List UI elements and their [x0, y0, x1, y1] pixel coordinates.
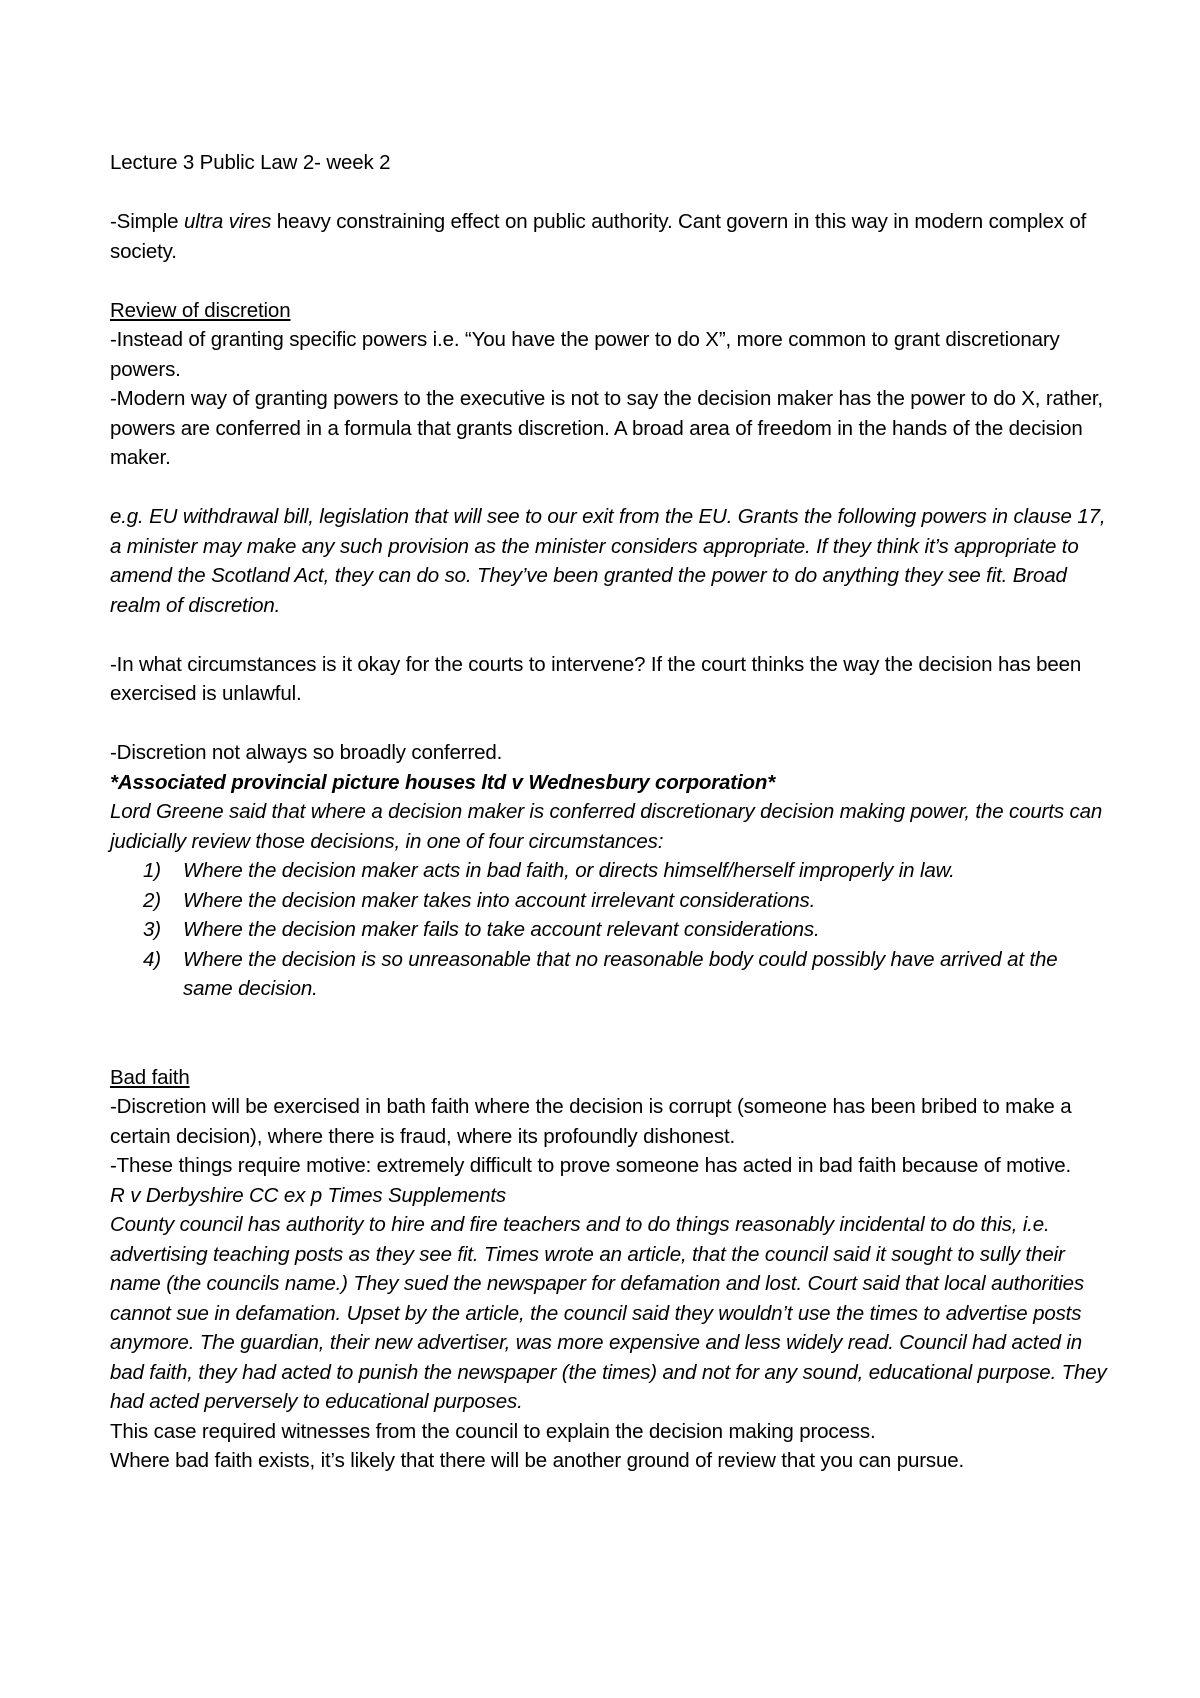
- list-item-number: 1): [143, 859, 161, 882]
- list-item-text: Where the decision maker takes into account irrelevant considerations.: [183, 888, 816, 912]
- spacer: [110, 473, 1110, 503]
- spacer: [110, 178, 1110, 208]
- wednesbury-case-title: *Associated provincial picture houses ltd v Wednesbury corporation*: [110, 770, 776, 794]
- discretion-paragraph-4: -Discretion not always so broadly conferred.: [110, 741, 503, 764]
- list-item-text: Where the decision maker fails to take account relevant considerations.: [183, 918, 820, 941]
- spacer: [110, 1033, 1110, 1063]
- intro-paragraph: [110, 207, 1110, 266]
- intro-after: heavy constraining effect on public authority. Cant govern in this way in modern complex of society.: [110, 210, 1087, 263]
- list-item: [110, 856, 1110, 886]
- list-item-text: Where the decision maker acts in bad faith, or directs himself/herself improperly in law.: [183, 859, 955, 882]
- discretion-paragraph-2: -Modern way of granting powers to the executive is not to say the decision maker has the power to do X, rather, powers are conferred in a formula that grants discretion. A broad area of freedom in the hands of the decision maker.: [110, 387, 1103, 469]
- section-heading-discretion: Review of discretion: [110, 298, 291, 322]
- discretion-paragraph-3: -In what circumstances is it okay for the courts to intervene? If the court thinks the way the decision has been exercised is unlawful.: [110, 652, 1082, 705]
- discretion-paragraph-1: -Instead of granting specific powers i.e. “You have the power to do X”, more common to grant discretionary powers.: [110, 328, 1060, 381]
- discretion-example: e.g. EU withdrawal bill, legislation that will see to our exit from the EU. Grants the following powers in clause 17, a minister may make any such provision as the minister considers appropriate. If they think it’s appropriate to amend the Scotland Act, they can do so. They’ve been granted the power to do anything they see fit. Broad realm of discretion.: [110, 505, 1106, 617]
- section-heading-bad-faith: Bad faith: [110, 1065, 190, 1089]
- list-item: [110, 915, 1110, 945]
- spacer: [110, 709, 1110, 739]
- derbyshire-case-text: County council has authority to hire and fire teachers and to do things reasonably incidental to do this, i.e. advertising teaching posts as they see fit. Times wrote an article, that the council said it sought to sully their name (the councils name.) They sued the newspaper for defamation and lost. Court said that local authorities cannot sue in defamation. Upset by the article, the council said they wouldn’t use the times to advertise posts anymore. The guardian, their new advertiser, was more expensive and less widely read. Council had acted in bad faith, they had acted to punish the newspaper (the times) and not for any sound, educational purpose. They had acted perversely to educational purposes.: [110, 1213, 1107, 1413]
- spacer: [110, 266, 1110, 296]
- document-page: [110, 148, 1110, 1476]
- bad-faith-paragraph-4: Where bad faith exists, it’s likely that there will be another ground of review that you can pursue.: [110, 1449, 965, 1472]
- list-item-number: 3): [143, 918, 161, 941]
- list-item: [110, 945, 1110, 1004]
- list-item-number: 4): [143, 947, 161, 971]
- bad-faith-paragraph-2: -These things require motive: extremely difficult to prove someone has acted in bad faith because of motive.: [110, 1154, 1072, 1177]
- bad-faith-paragraph-1: -Discretion will be exercised in bath faith where the decision is corrupt (someone has been bribed to make a certain decision), where there is fraud, where its profoundly dishonest.: [110, 1095, 1072, 1148]
- list-item: [110, 886, 1110, 916]
- list-item-text: Where the decision is so unreasonable that no reasonable body could possibly have arrived at the same decision.: [183, 947, 1058, 1000]
- derbyshire-case-title: R v Derbyshire CC ex p Times Supplements: [110, 1183, 506, 1207]
- intro-italic: ultra vires: [183, 210, 272, 233]
- wednesbury-case-text: Lord Greene said that where a decision maker is conferred discretionary decision making power, the courts can judicially review those decisions, in one of four circumstances:: [110, 800, 1103, 853]
- document-title: Lecture 3 Public Law 2- week 2: [110, 151, 391, 174]
- bad-faith-paragraph-3: This case required witnesses from the council to explain the decision making process.: [110, 1419, 876, 1443]
- spacer: [110, 1004, 1110, 1034]
- spacer: [110, 620, 1110, 650]
- wednesbury-criteria-list: [110, 856, 1110, 1004]
- intro-before: -Simple: [110, 210, 184, 233]
- list-item-number: 2): [143, 888, 161, 912]
